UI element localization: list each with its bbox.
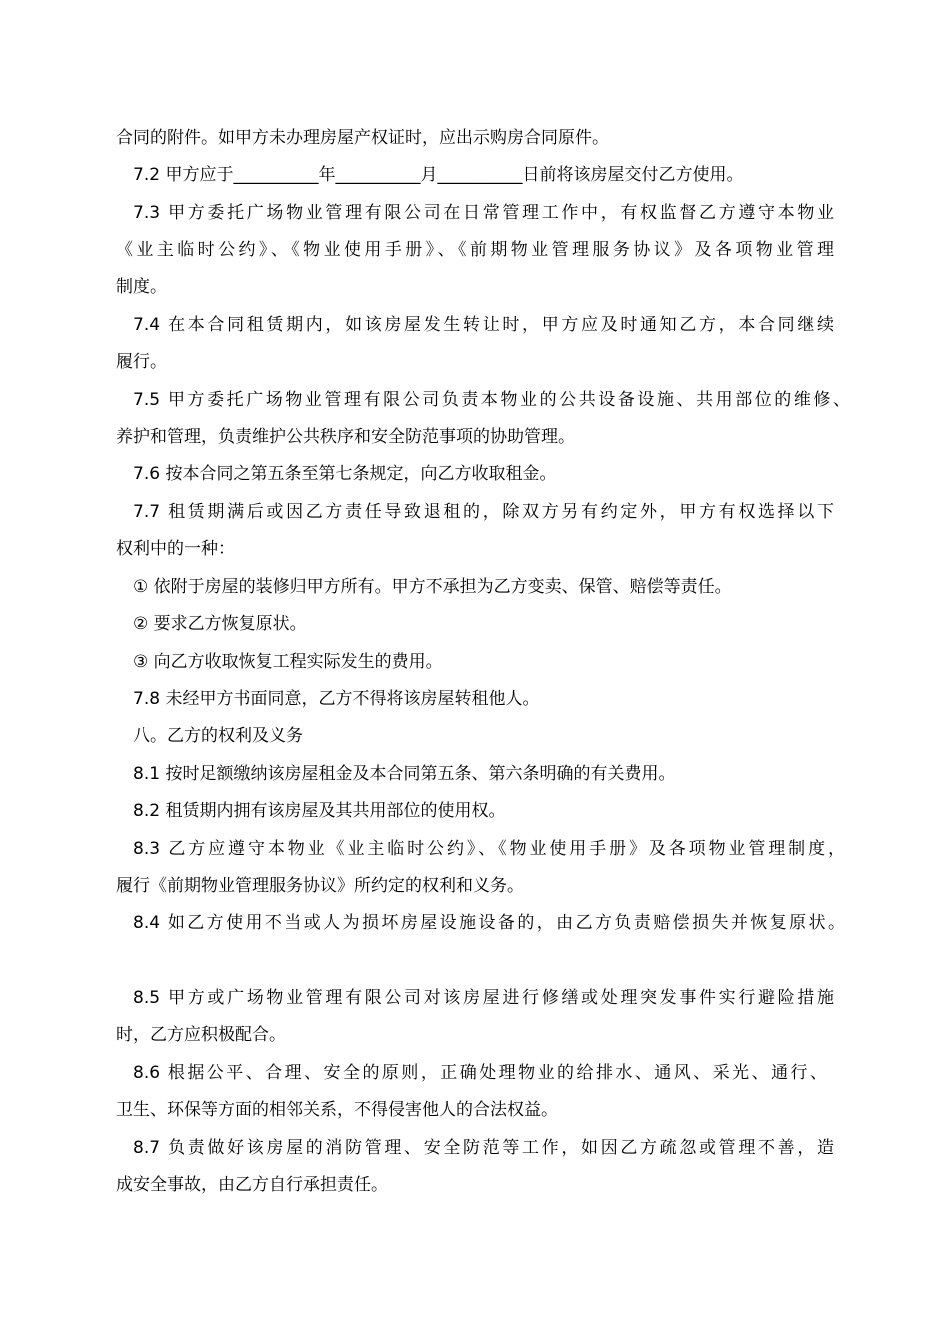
clause-8-1: 8.1 按时足额缴纳该房屋租金及本合同第五条、第六条明确的有关费用。 xyxy=(133,764,676,784)
text-line: 《业主临时公约》、《物业使用手册》、《前期物业管理服务协议》及各项物业管理 xyxy=(116,240,834,260)
list-item-2: ② 要求乙方恢复原状。 xyxy=(133,614,307,634)
text-line: 履行《前期物业管理服务协议》所约定的权利和义务。 xyxy=(116,876,524,896)
clause-7-7: 7.7 租赁期满后或因乙方责任导致退租的，除双方另有约定外，甲方有权选择以下 xyxy=(133,502,834,522)
clause-8-7: 8.7 负责做好该房屋的消防管理、安全防范等工作，如因乙方疏忽或管理不善，造 xyxy=(133,1138,834,1158)
clause-8-2: 8.2 租赁期内拥有该房屋及其共用部位的使用权。 xyxy=(133,801,506,821)
clause-7-5: 7.5 甲方委托广场物业管理有限公司负责本物业的公共设备设施、共用部位的维修、 xyxy=(133,390,850,410)
text-line: 履行。 xyxy=(116,352,167,372)
clause-8-6: 8.6 根据公平、合理、安全的原则，正确处理物业的给排水、通风、采光、通行、 xyxy=(133,1063,827,1083)
list-item-1: ① 依附于房屋的装修归甲方所有。甲方不承担为乙方变卖、保管、赔偿等责任。 xyxy=(133,577,732,597)
clause-8-3: 8.3 乙方应遵守本物业《业主临时公约》、《物业使用手册》及各项物业管理制度， xyxy=(133,839,845,859)
section-heading-8: 八。乙方的权利及义务 xyxy=(133,726,303,746)
clause-7-6: 7.6 按本合同之第五条至第七条规定，向乙方收取租金。 xyxy=(133,464,557,484)
text-line: 养护和管理，负责维护公共秩序和安全防范事项的协助管理。 xyxy=(116,427,575,447)
text-line: 卫生、环保等方面的相邻关系，不得侵害他人的合法权益。 xyxy=(116,1100,558,1120)
clause-7-3: 7.3 甲方委托广场物业管理有限公司在日常管理工作中，有权监督乙方遵守本物业 xyxy=(133,203,834,223)
clause-7-2: 7.2 甲方应于__________年__________月__________日前将该房屋交付乙方使用。 xyxy=(133,165,744,185)
text-line: 制度。 xyxy=(116,277,167,297)
clause-7-4: 7.4 在本合同租赁期内，如该房屋发生转让时，甲方应及时通知乙方，本合同继续 xyxy=(133,315,834,335)
clause-8-4: 8.4 如乙方使用不当或人为损坏房屋设施设备的，由乙方负责赔偿损失并恢复原状。 xyxy=(133,913,845,933)
text-line: 权利中的一种： xyxy=(116,539,235,559)
text-line: 成安全事故，由乙方自行承担责任。 xyxy=(116,1175,388,1195)
text-line: 时，乙方应积极配合。 xyxy=(116,1025,286,1045)
clause-8-5: 8.5 甲方或广场物业管理有限公司对该房屋进行修缮或处理突发事件实行避险措施 xyxy=(133,988,834,1008)
clause-7-8: 7.8 未经甲方书面同意，乙方不得将该房屋转租他人。 xyxy=(133,689,540,709)
text-line: 合同的附件。如甲方未办理房屋产权证时，应出示购房合同原件。 xyxy=(116,128,609,148)
list-item-3: ③ 向乙方收取恢复工程实际发生的费用。 xyxy=(133,652,443,672)
